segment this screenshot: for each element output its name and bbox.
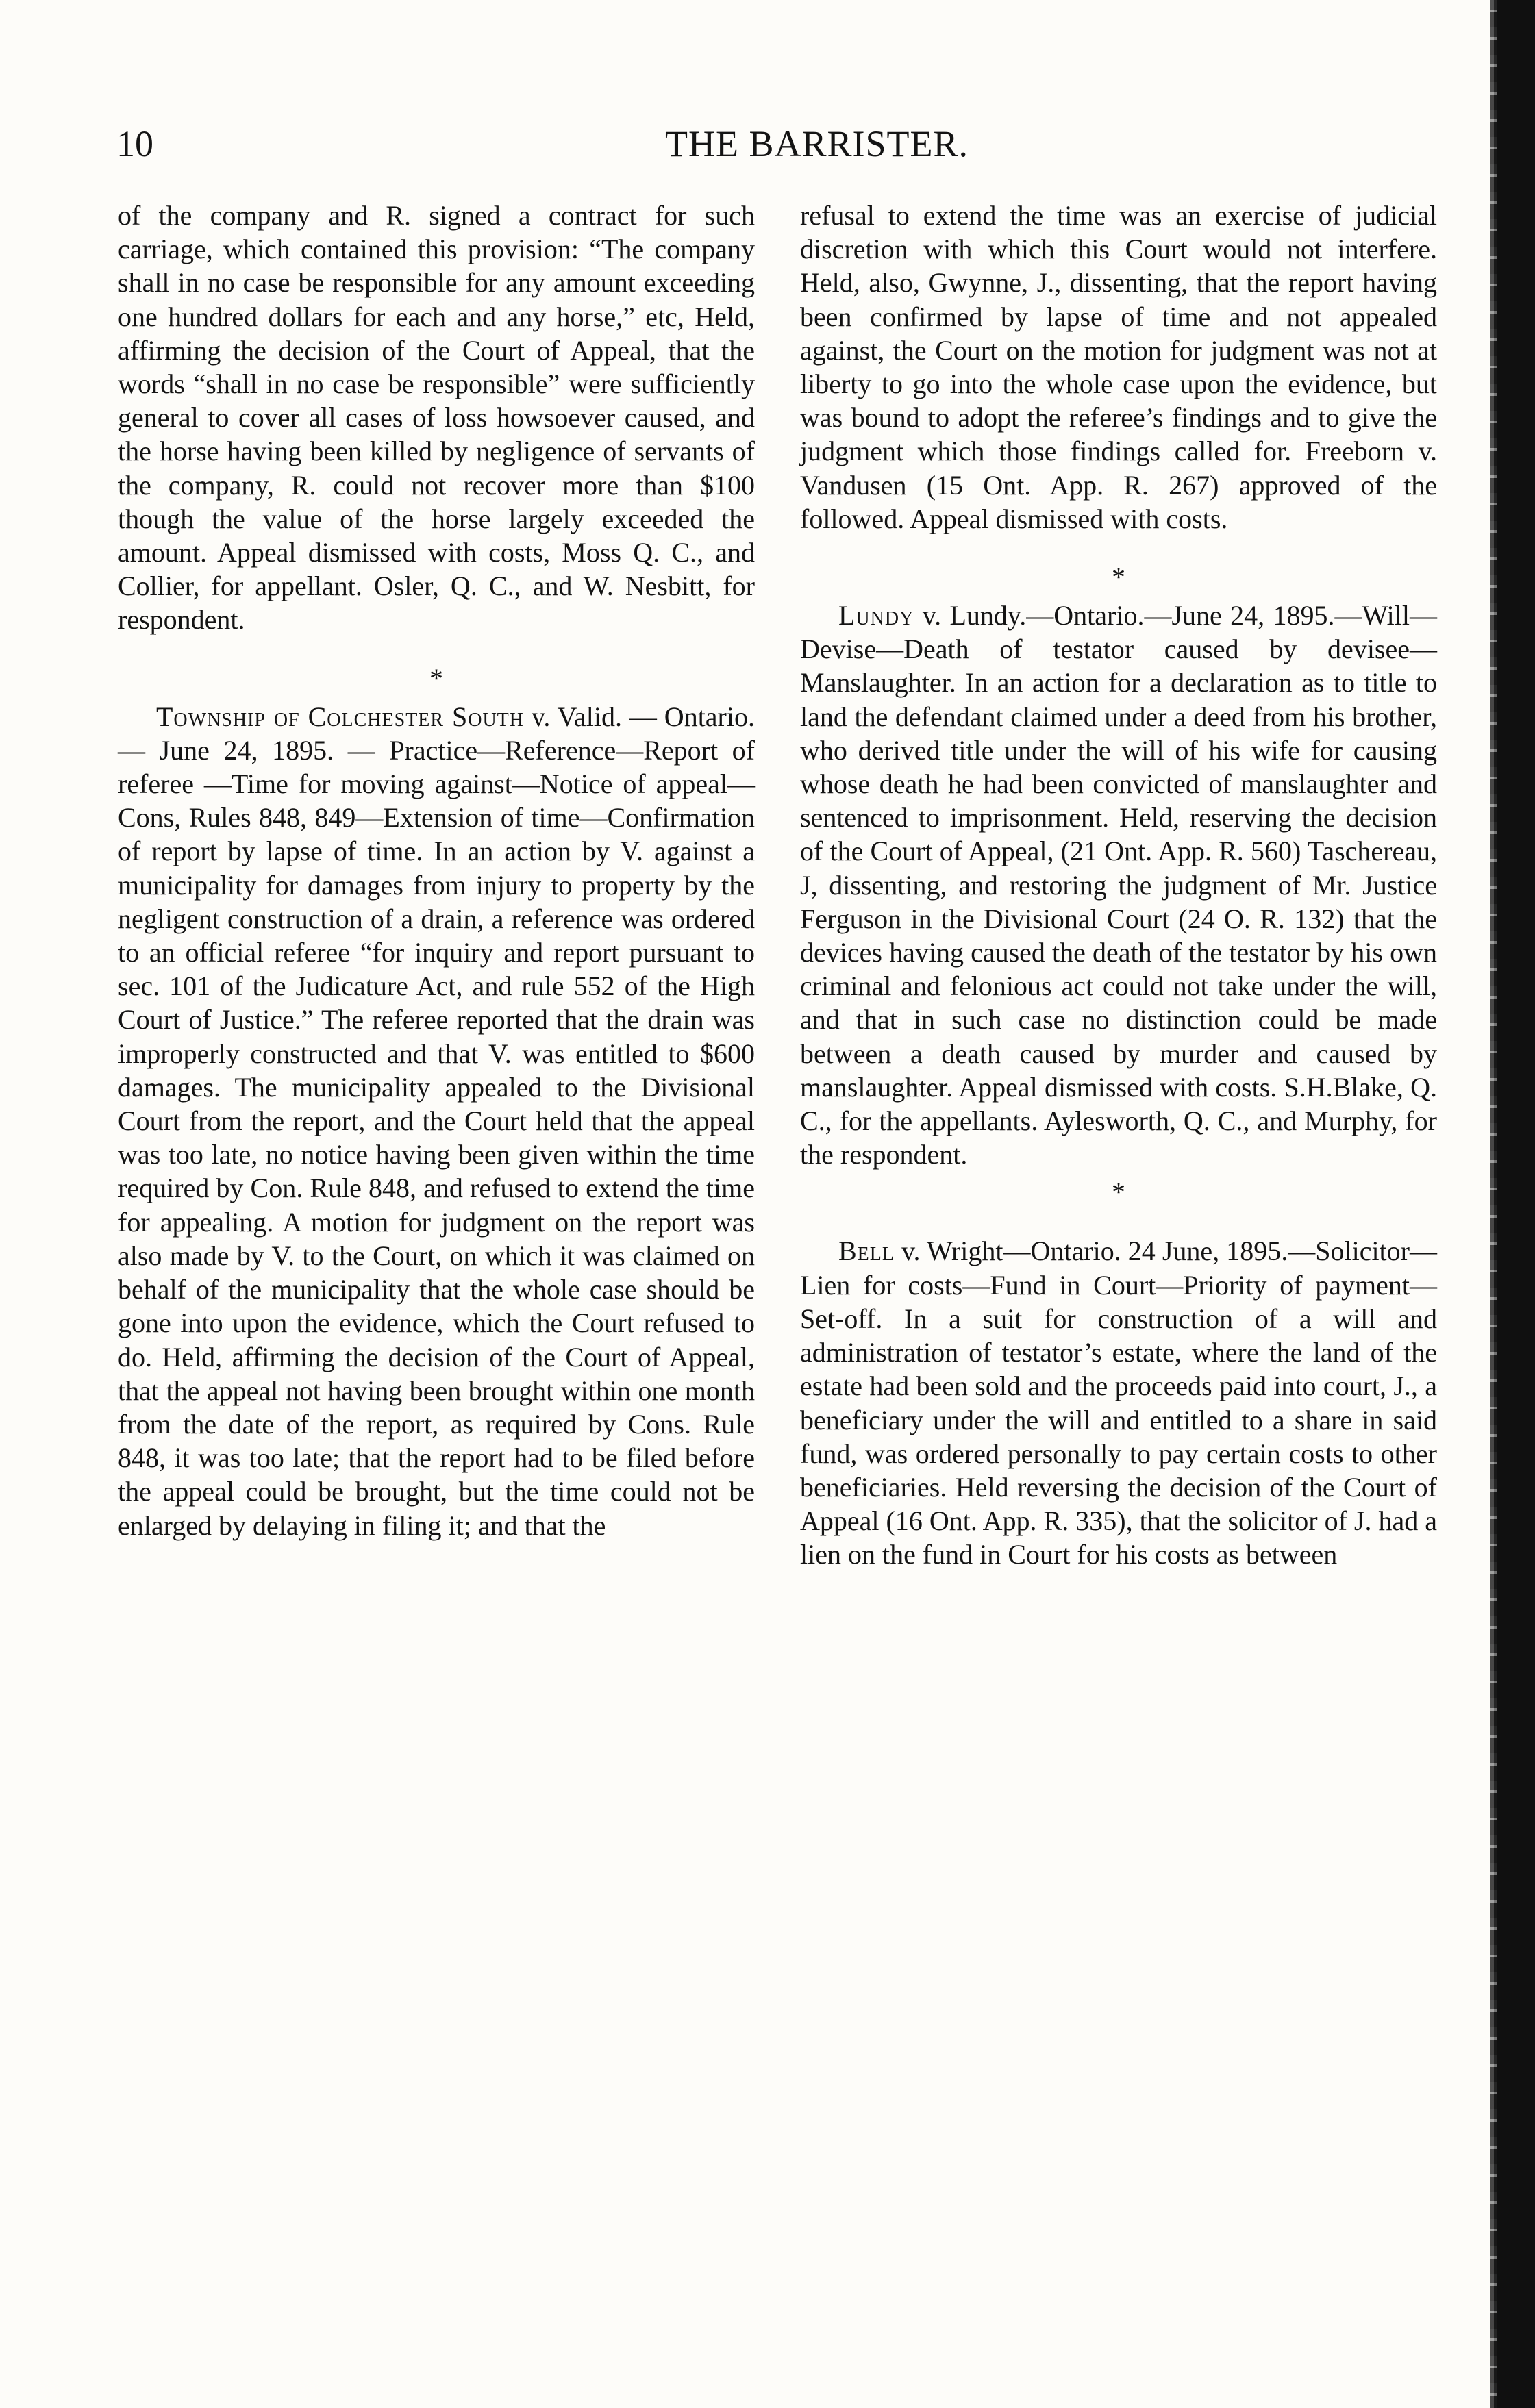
case-body: v. Lundy.—Ontario.—June 24, 1895.—Will—Devise—Death of testator caused by devisee—Manslaughter. In an action for a declaration as to title to land the defendant claimed under a deed from his brother, who derived title under the will of his wife for causing whose death he had been convicted of manslaughter and sentenced to imprisonment. Held, reserving the decision of the Court of Appeal, (21 Ont. App. R. 560) Taschereau, J, dissenting, and restoring the judgment of Mr. Justice Ferguson in the Divisional Court (24 O. R. 132) that the devices having caused the death of the testator by his own criminal and felonious act could not take under the will, and that in such case no distinction could be made between a death caused by murder and caused by manslaughter. Appeal dismissed with costs. S.H.Blake, Q. C., for the appellants. Aylesworth, Q. C., and Murphy, for the respondent. [800,600,1437,1170]
case-title: Township of Colchester South [156,701,525,732]
case-paragraph-continued: of the company and R. signed a contract for such carriage, which contained this provision: “The company shall in no case be responsible for any amount exceeding one hundred dollars for each and any horse,” etc, Held, affirming the decision of the Court of Appeal, that the words “shall in no case be responsible” were sufficiently general to cover all cases of loss howsoever caused, and the horse having been killed by negligence of servants of the company, R. could not recover more than $100 though the value of the horse largely exceeded the amount. Appeal dismissed with costs, Moss Q. C., and Collier, for appellant. Osler, Q. C., and W. Nesbitt, for respondent. [118,200,755,636]
case-body: v. Wright—Ontario. 24 June, 1895.—Solicitor—Lien for costs—Fund in Court—Priority of payment—Set-off. In a suit for construction of a will and administration of testator’s estate, where the land of the estate had been sold and the proceeds paid into court, J., a beneficiary under the will and entitled to a share in said fund, was ordered personally to pay certain costs to other beneficiaries. Held reversing the decision of the Court of Appeal (16 Ont. App. R. 335), that the solicitor of J. had a lien on the fund in Court for his costs as between [800,1236,1438,1570]
case-bell [800,1234,1437,1571]
running-title: THE BARRISTER. [664,123,969,164]
page-number: 10 [116,123,153,164]
left-column [118,199,755,2308]
page-header [116,116,1435,171]
case-township-colchester [118,700,755,1542]
case-paragraph-continued: refusal to extend the time was an exercise of judicial discretion with which this Court would not interfere. Held, also, Gwynne, J., dissenting, that the report having been confirmed by lapse of time and not appealed against, the Court on the motion for judgment was not at liberty to go into the whole case upon the evidence, but was bound to adopt the referee’s findings and to give the judgment which those findings called for. Freeborn v. Vandusen (15 Ont. App. R. 267) approved of the followed. Appeal dismissed with costs. [800,200,1437,534]
case-lundy [800,599,1437,1171]
case-title: Lundy [838,600,914,631]
section-separator: * [1112,1177,1125,1208]
case-body: v. Valid. — Ontario. — June 24, 1895. — Practice—Reference—Report of referee —Time for moving against—Notice of appeal—Cons, Rules 848, 849—Extension of time—Confirmation of report by lapse of time. In an action by V. against a municipality for damages from injury to property by the negligent construction of a drain, a reference was ordered to an official referee “for inquiry and report pursuant to sec. 101 of the Judicature Act, and rule 552 of the High Court of Justice.” The referee reported that the drain was improperly constructed and that V. was entitled to $600 damages. The municipality appealed to the Divisional Court from the report, and the Court held that the appeal was too late, no notice having been given within the time required by Con. Rule 848, and refused to extend the time for appealing. A motion for judgment on the report was also made by V. to the Court, on which it was claimed on behalf of the municipality that the whole case should be gone into upon the evidence, which the Court refused to do. Held, affirming the decision of the Court of Appeal, that the appeal not having been brought within one month from the date of the report, as required by Cons. Rule 848, it was too late; that the report had to be filed before the appeal could be brought, but the time could not be enlarged by delaying in filing it; and that the [118,701,755,1541]
section-separator: * [1112,562,1125,593]
page-edge-shadow [1494,0,1535,2408]
right-column [800,199,1437,2308]
section-separator: * [429,662,443,694]
case-title: Bell [838,1236,895,1267]
